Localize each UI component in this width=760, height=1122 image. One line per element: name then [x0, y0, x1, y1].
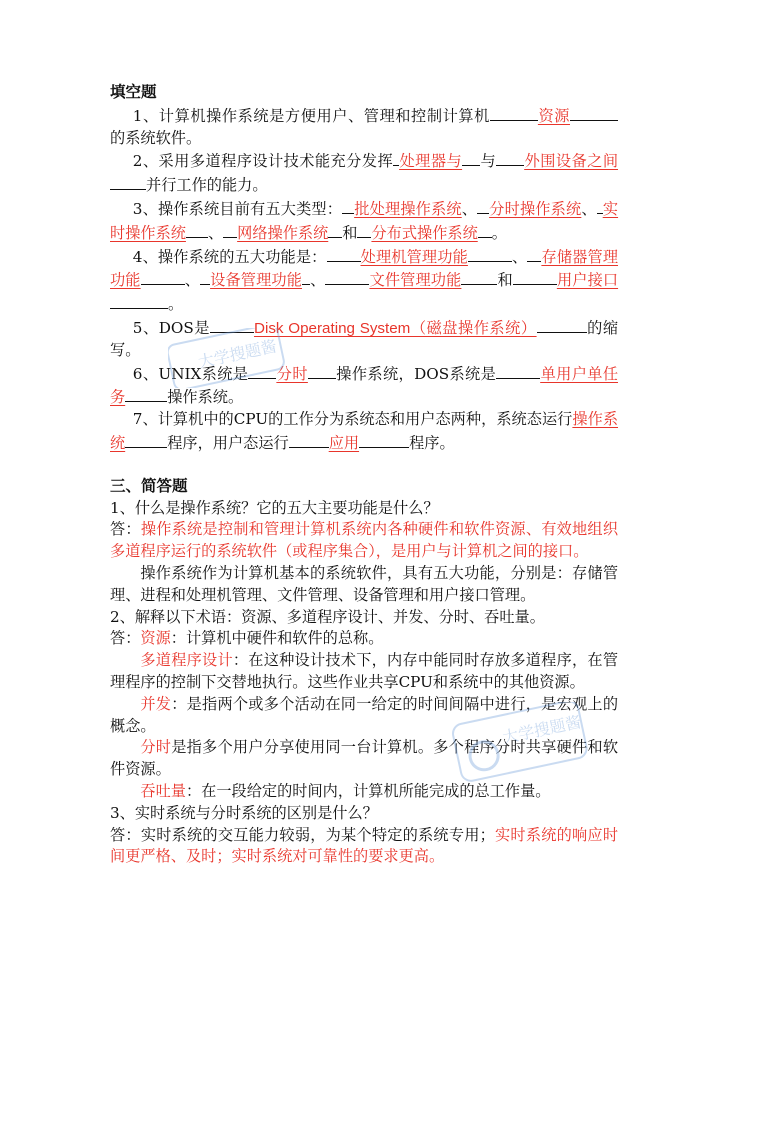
term-resource-def: ：计算机中硬件和软件的总称。 [170, 629, 384, 648]
q4-answer-3: 设备管理功能 [210, 271, 303, 290]
q4-answer-1: 处理机管理功能 [360, 247, 468, 266]
term-multiprogramming-def: ：在这种设计技术下，内存中能同时存放多道程序，在管理程序的控制下交替地执行。这些作业共享CPU和系统中的其他资源。 [110, 651, 618, 691]
q2-answer-1: 处理器与 [399, 152, 463, 171]
q2-answer-2: 外围设备之间 [524, 152, 619, 171]
q6-text: 6、UNIX系统是 [132, 364, 249, 383]
q5-text: 5、DOS是 [132, 318, 210, 337]
q4-sep: 、 [310, 271, 326, 290]
short-q1-answer-red: 操作系统是控制和管理计算机系统内各种硬件和软件资源、有效地组织多道程序运行的系统软件（或程序集合），是用户与计算机之间的接口。 [110, 520, 619, 561]
q6-answer-2: 单用户单任务 [110, 364, 619, 407]
q7-mid: 程序，用户态运行 [167, 433, 289, 452]
q7-answer-1: 操作系统 [110, 410, 619, 452]
short-q2-term-3 [110, 694, 618, 738]
q3-answer-3: 实时操作系统 [110, 199, 619, 242]
term-throughput: 吞吐量 [140, 781, 186, 800]
q2-post: 并行工作的能力。 [146, 176, 268, 195]
fill-q7 [110, 409, 618, 455]
q3-post: 。 [491, 223, 507, 242]
term-resource: 资源 [140, 629, 171, 648]
q6-answer-1: 分时 [276, 364, 308, 383]
answer-label: 答： [110, 629, 141, 648]
q6-post: 操作系统。 [167, 388, 244, 407]
short-q2-question: 2、解释以下术语：资源、多道程序设计、并发、分时、吞吐量。 [110, 607, 545, 626]
short-q3-question: 3、实时系统与分时系统的区别是什么？ [110, 803, 378, 822]
q2-mid: 与 [480, 152, 497, 171]
q7-text: 7、计算机中的CPU的工作分为系统态和用户态两种，系统态运行 [132, 410, 573, 429]
q1-text: 1、计算机操作系统是方便用户、管理和控制计算机 [132, 106, 490, 125]
fill-q3 [110, 197, 618, 245]
q4-answer-5: 用户接口 [556, 271, 619, 290]
answer-label: 答： [110, 825, 141, 844]
q3-answer-2: 分时操作系统 [489, 199, 582, 218]
q1-answer: 资源 [537, 106, 570, 125]
short-q2-term-4 [110, 737, 618, 781]
term-time-sharing-def: 是指多个用户分享使用同一台计算机。多个程序分时共享硬件和软件资源。 [110, 738, 618, 779]
term-time-sharing: 分时 [140, 738, 172, 757]
q3-and: 和 [342, 223, 358, 242]
fill-q6 [110, 362, 618, 410]
q4-post: 。 [168, 295, 184, 314]
document-page [110, 82, 618, 868]
short-q1-question: 1、什么是操作系统？它的五大主要功能是什么？ [110, 498, 439, 517]
term-concurrency: 并发 [140, 694, 172, 713]
short-section-title: 三、简答题 [110, 476, 188, 495]
q3-sep: 、 [207, 223, 224, 242]
short-q3-answer [110, 825, 618, 869]
q4-answer-4: 文件管理功能 [369, 271, 462, 290]
watermark-text-1: 大学搜题酱 [196, 336, 279, 372]
q3-sep: 、 [581, 199, 597, 218]
q1-post: 的系统软件。 [110, 128, 202, 147]
q4-and: 和 [497, 271, 513, 290]
q7-answer-2: 应用 [328, 433, 360, 452]
q6-mid: 操作系统，DOS系统是 [335, 364, 497, 383]
q4-sep: 、 [184, 271, 201, 290]
answer-label: 答： [110, 520, 141, 539]
q2-text: 2、采用多道程序设计技术能充分发挥 [132, 152, 394, 171]
q4-sep: 、 [511, 247, 528, 266]
fill-q1 [110, 104, 618, 150]
short-q3-answer-red: 实时系统的响应时间更严格、及时；实时系统对可靠性的要求更高。 [110, 825, 619, 866]
fill-section-title: 填空题 [110, 83, 157, 101]
watermark-text-2: 大学搜题酱 [500, 712, 584, 748]
short-q1-answer-para2: 操作系统作为计算机基本的系统软件，具有五大功能，分别是：存储管理、进程和处理机管理、文件管理、设备管理和用户接口管理。 [110, 563, 618, 604]
q5-post: 的缩写。 [110, 318, 619, 359]
term-multiprogramming: 多道程序设计 [140, 651, 233, 670]
q3-answer-4: 网络操作系统 [237, 223, 329, 242]
short-q3-answer-black: 实时系统的交互能力较弱，为某个特定的系统专用； [140, 825, 495, 844]
q4-answer-2: 存储器管理功能 [110, 247, 619, 290]
q5-answer: Disk Operating System（磁盘操作系统） [253, 319, 537, 337]
fill-q5 [110, 316, 618, 362]
short-q2-term-5 [110, 781, 618, 803]
short-q2-term-2 [110, 650, 618, 694]
short-q1-answer [110, 519, 618, 563]
fill-q2 [110, 149, 618, 197]
fill-q4 [110, 245, 618, 316]
q3-text: 3、操作系统目前有五大类型： [132, 199, 343, 218]
q7-post: 程序。 [409, 433, 455, 452]
term-concurrency-def: ：是指两个或多个活动在同一给定的时间间隔中进行，是宏观上的概念。 [110, 694, 618, 735]
term-throughput-def: ：在一段给定的时间内，计算机所能完成的总工作量。 [185, 781, 551, 800]
q3-answer-1: 批处理操作系统 [354, 199, 462, 218]
q4-text: 4、操作系统的五大功能是： [132, 247, 327, 266]
q3-sep: 、 [461, 199, 478, 218]
short-q2-term-1 [110, 628, 618, 650]
q3-answer-5: 分布式操作系统 [371, 223, 478, 242]
